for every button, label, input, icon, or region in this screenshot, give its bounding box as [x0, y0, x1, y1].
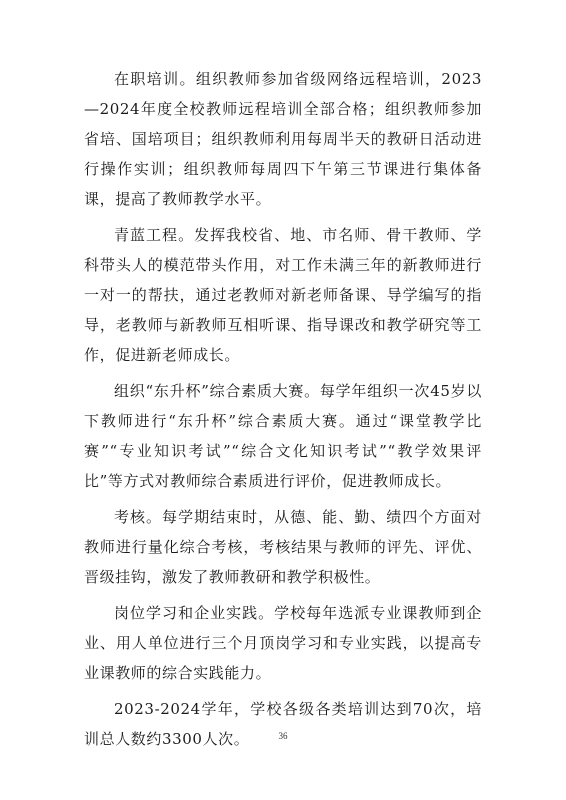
paragraph-dongsheng-cup-contest: 组织“东升杯”综合素质大赛。每学年组织一次45岁以下教师进行“东升杯”综合素质大赛。通过“课堂教学比赛”“专业知识考试”“综合文化知识考试”“教学效果评比”等方式对教师综合素质进行评价，促进教师成长。 [84, 382, 482, 490]
paragraph-assessment: 考核。每学期结束时，从德、能、勤、绩四个方面对教师进行量化综合考核，考核结果与教师的评先、评优、晋级挂钩，激发了教师教研和教学积极性。 [84, 508, 482, 586]
paragraph-mentoring-project: 青蓝工程。发挥我校省、地、市名师、骨干教师、学科带头人的模范带头作用，对工作未满三年的新教师进行一对一的帮扶，通过老教师对新老师备课、导学编写的指导，老教师与新教师互相听课、指导课改和教学研究等工作，促进新老师成长。 [84, 226, 482, 364]
paragraph-enterprise-practice: 岗位学习和企业实践。学校每年选派专业课教师到企业、用人单位进行三个月顶岗学习和专业实践，以提高专业课教师的综合实践能力。 [84, 604, 482, 682]
paragraph-in-service-training: 在职培训。组织教师参加省级网络远程培训，2023—2024年度全校教师远程培训全部合格；组织教师参加省培、国培项目；组织教师利用每周半天的教研日活动进行操作实训；组织教师每周四下午第三节课进行集体备课，提高了教师教学水平。 [84, 70, 482, 208]
paragraph-training-summary: 2023-2024学年，学校各级各类培训达到70次，培训总人数约3300人次。 [84, 700, 482, 748]
document-body [84, 64, 482, 760]
page-number: 36 [278, 731, 288, 741]
